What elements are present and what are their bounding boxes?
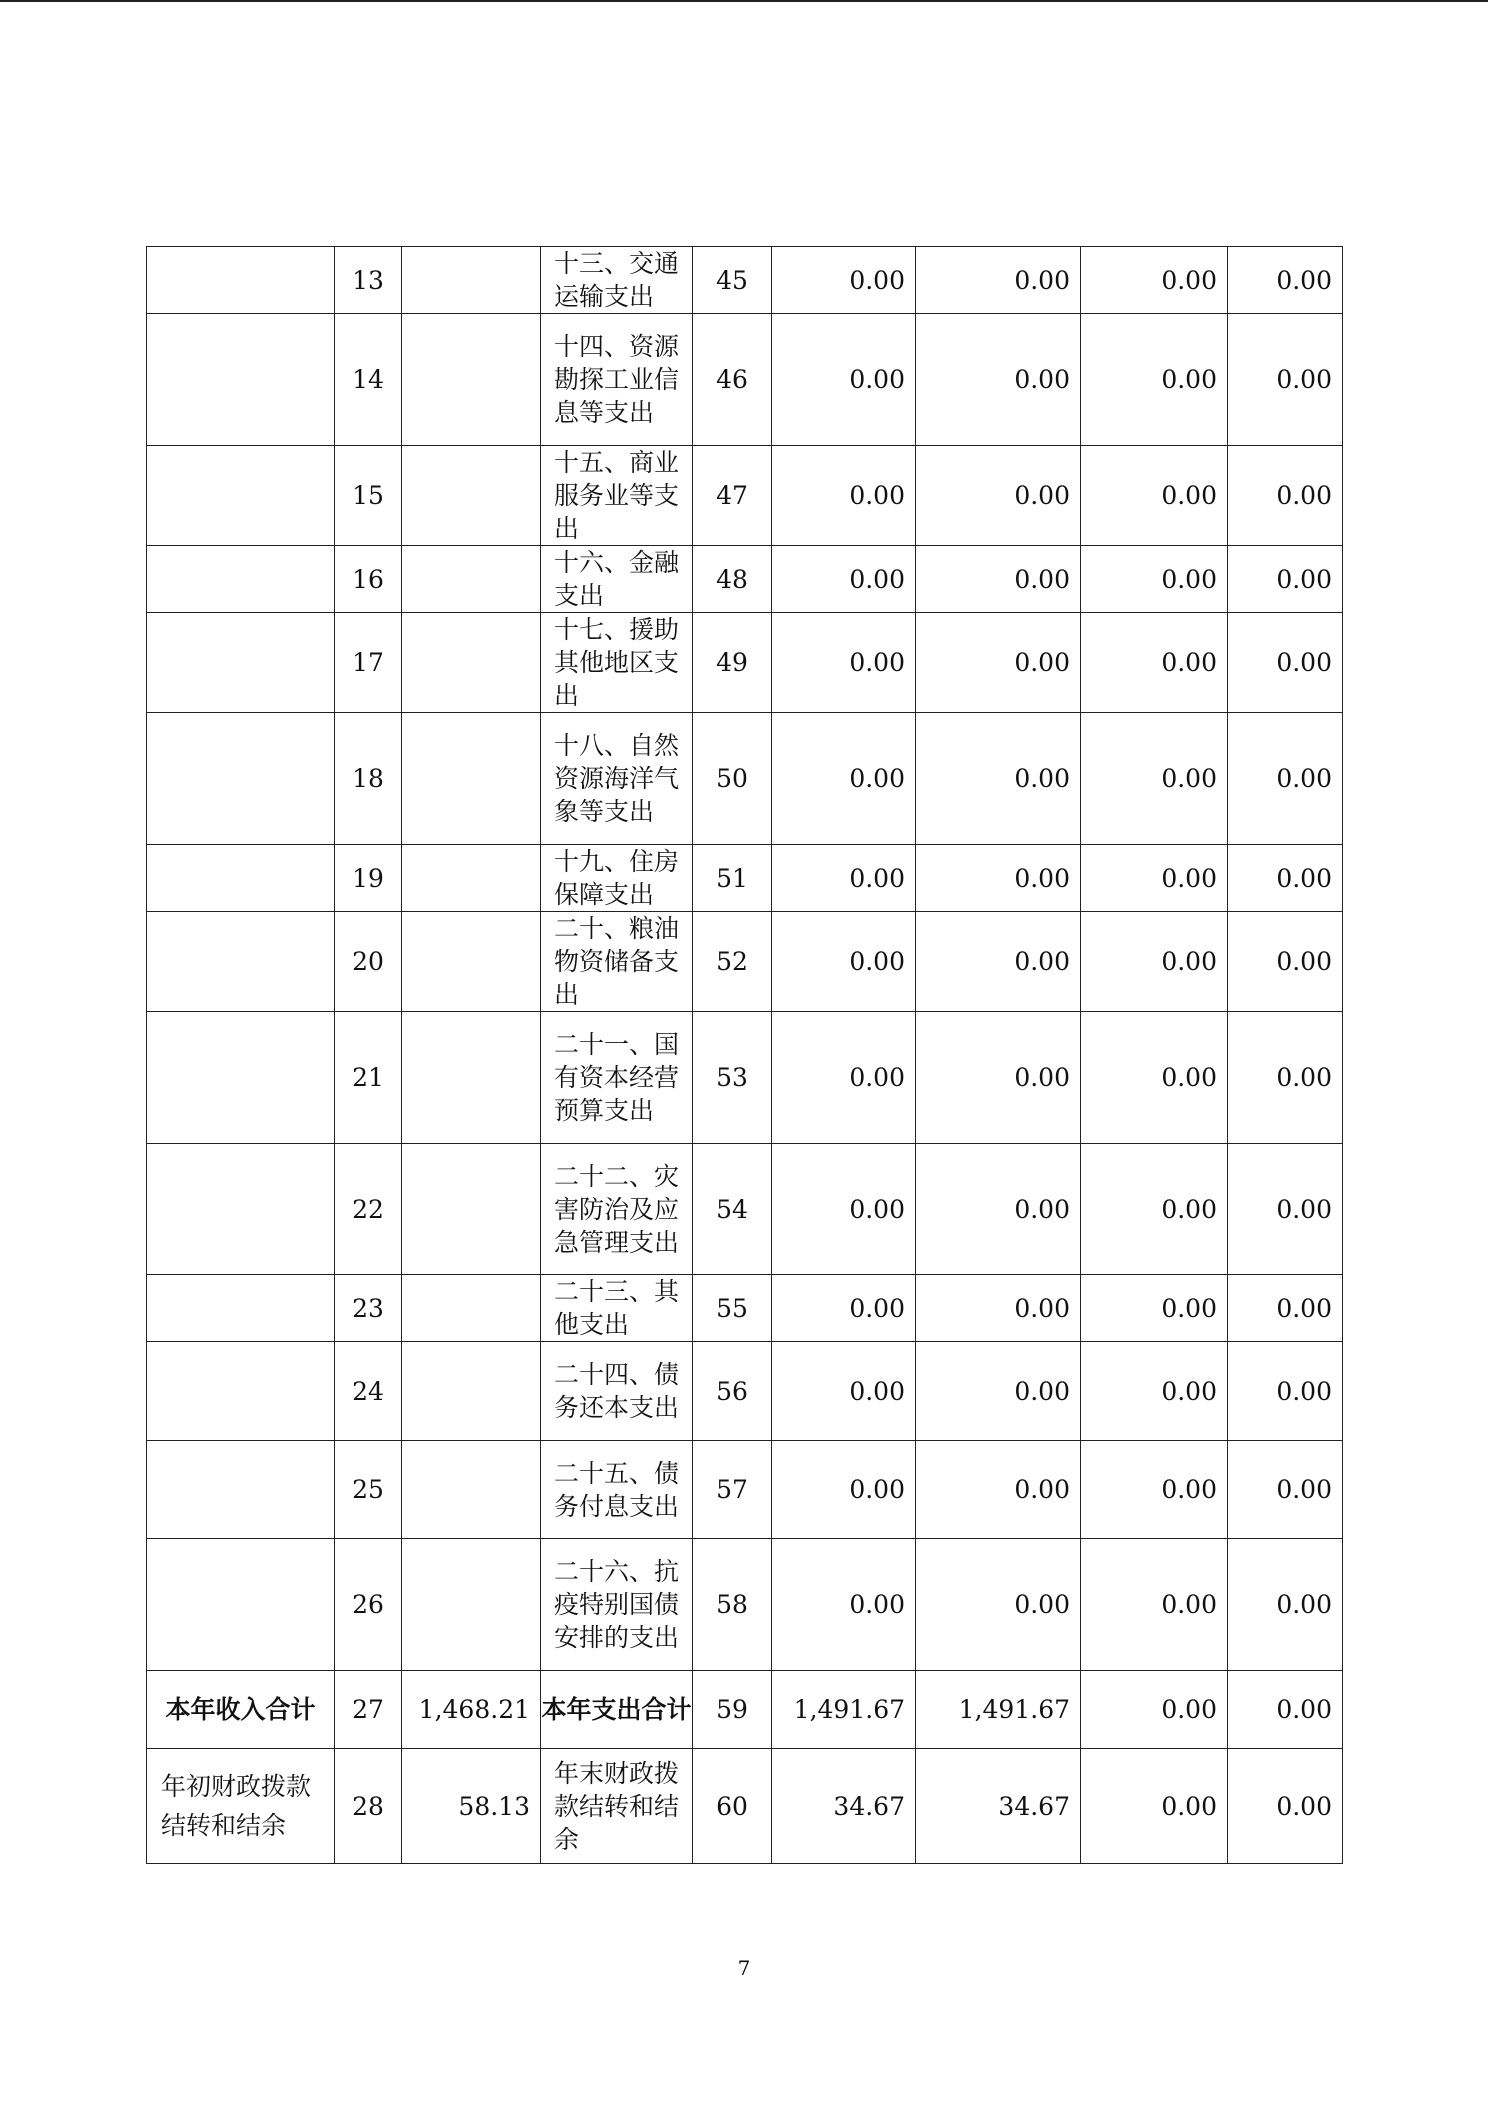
expenditure-general-budget: 1,491.67 (916, 1671, 1081, 1749)
income-amount (402, 713, 541, 845)
income-item-name (147, 1539, 335, 1671)
income-amount (402, 314, 541, 446)
expenditure-government-fund: 0.00 (1081, 546, 1228, 613)
table-row (147, 546, 1343, 613)
expenditure-general-budget: 0.00 (916, 845, 1081, 912)
expenditure-general-budget: 0.00 (916, 912, 1081, 1012)
expenditure-line-number: 49 (693, 613, 772, 713)
expenditure-total: 0.00 (772, 1342, 916, 1441)
expenditure-state-capital: 0.00 (1228, 613, 1343, 713)
income-item-name (147, 845, 335, 912)
table-row (147, 1342, 1343, 1441)
budget-table (146, 246, 1343, 1864)
expenditure-item-name: 十三、交通运输支出 (541, 247, 693, 314)
expenditure-item-name: 二十、粮油物资储备支出 (541, 912, 693, 1012)
expenditure-government-fund: 0.00 (1081, 1441, 1228, 1539)
expenditure-state-capital: 0.00 (1228, 1144, 1343, 1275)
expenditure-item-name: 二十一、国有资本经营预算支出 (541, 1012, 693, 1144)
income-line-number: 26 (335, 1539, 402, 1671)
expenditure-state-capital: 0.00 (1228, 314, 1343, 446)
income-item-name (147, 546, 335, 613)
expenditure-government-fund: 0.00 (1081, 1275, 1228, 1342)
expenditure-general-budget: 0.00 (916, 314, 1081, 446)
expenditure-state-capital: 0.00 (1228, 713, 1343, 845)
expenditure-item-name: 十八、自然资源海洋气象等支出 (541, 713, 693, 845)
expenditure-item-name: 十四、资源勘探工业信息等支出 (541, 314, 693, 446)
income-amount (402, 845, 541, 912)
income-amount (402, 613, 541, 713)
expenditure-state-capital: 0.00 (1228, 845, 1343, 912)
income-line-number: 24 (335, 1342, 402, 1441)
expenditure-line-number: 56 (693, 1342, 772, 1441)
income-item-name (147, 713, 335, 845)
expenditure-state-capital: 0.00 (1228, 546, 1343, 613)
expenditure-line-number: 55 (693, 1275, 772, 1342)
expenditure-state-capital: 0.00 (1228, 1342, 1343, 1441)
expenditure-government-fund: 0.00 (1081, 1539, 1228, 1671)
expenditure-total: 0.00 (772, 845, 916, 912)
table-row (147, 1144, 1343, 1275)
expenditure-government-fund: 0.00 (1081, 1342, 1228, 1441)
expenditure-general-budget: 0.00 (916, 546, 1081, 613)
expenditure-item-name: 十九、住房保障支出 (541, 845, 693, 912)
income-amount (402, 446, 541, 546)
expenditure-state-capital: 0.00 (1228, 1749, 1343, 1864)
income-amount (402, 1012, 541, 1144)
expenditure-total: 1,491.67 (772, 1671, 916, 1749)
expenditure-total: 34.67 (772, 1749, 916, 1864)
expenditure-general-budget: 0.00 (916, 247, 1081, 314)
expenditure-general-budget: 0.00 (916, 1342, 1081, 1441)
expenditure-item-name: 二十二、灾害防治及应急管理支出 (541, 1144, 693, 1275)
income-line-number: 21 (335, 1012, 402, 1144)
expenditure-line-number: 60 (693, 1749, 772, 1864)
income-total-label: 本年收入合计 (147, 1671, 335, 1749)
table-row (147, 247, 1343, 314)
expenditure-item-name: 十七、援助其他地区支出 (541, 613, 693, 713)
expenditure-item-name: 二十四、债务还本支出 (541, 1342, 693, 1441)
expenditure-total: 0.00 (772, 1539, 916, 1671)
income-line-number: 23 (335, 1275, 402, 1342)
table-row (147, 1441, 1343, 1539)
expenditure-general-budget: 34.67 (916, 1749, 1081, 1864)
income-line-number: 25 (335, 1441, 402, 1539)
expenditure-line-number: 50 (693, 713, 772, 845)
expenditure-government-fund: 0.00 (1081, 613, 1228, 713)
expenditure-state-capital: 0.00 (1228, 1012, 1343, 1144)
expenditure-line-number: 46 (693, 314, 772, 446)
income-line-number: 20 (335, 912, 402, 1012)
income-line-number: 18 (335, 713, 402, 845)
table-row (147, 1012, 1343, 1144)
income-item-name (147, 613, 335, 713)
income-item-name (147, 446, 335, 546)
expenditure-government-fund: 0.00 (1081, 314, 1228, 446)
expenditure-item-name: 二十六、抗疫特别国债安排的支出 (541, 1539, 693, 1671)
income-item-name (147, 314, 335, 446)
income-item-name (147, 1342, 335, 1441)
income-amount (402, 1144, 541, 1275)
expenditure-government-fund: 0.00 (1081, 1012, 1228, 1144)
income-line-number: 27 (335, 1671, 402, 1749)
expenditure-line-number: 54 (693, 1144, 772, 1275)
income-amount (402, 247, 541, 314)
expenditure-item-name: 二十五、债务付息支出 (541, 1441, 693, 1539)
table-row (147, 613, 1343, 713)
expenditure-government-fund: 0.00 (1081, 912, 1228, 1012)
expenditure-item-name: 十五、商业服务业等支出 (541, 446, 693, 546)
income-amount (402, 1441, 541, 1539)
expenditure-general-budget: 0.00 (916, 613, 1081, 713)
expenditure-state-capital: 0.00 (1228, 1539, 1343, 1671)
expenditure-total: 0.00 (772, 1441, 916, 1539)
expenditure-state-capital: 0.00 (1228, 1441, 1343, 1539)
table-row (147, 1671, 1343, 1749)
income-amount (402, 1342, 541, 1441)
expenditure-government-fund: 0.00 (1081, 1749, 1228, 1864)
expenditure-item-name: 二十三、其他支出 (541, 1275, 693, 1342)
expenditure-line-number: 51 (693, 845, 772, 912)
income-amount (402, 546, 541, 613)
expenditure-government-fund: 0.00 (1081, 845, 1228, 912)
income-item-name (147, 1441, 335, 1539)
expenditure-total: 0.00 (772, 613, 916, 713)
expenditure-line-number: 48 (693, 546, 772, 613)
expenditure-line-number: 59 (693, 1671, 772, 1749)
expenditure-total: 0.00 (772, 1275, 916, 1342)
table-row (147, 912, 1343, 1012)
expenditure-line-number: 58 (693, 1539, 772, 1671)
expenditure-general-budget: 0.00 (916, 1144, 1081, 1275)
income-line-number: 16 (335, 546, 402, 613)
expenditure-general-budget: 0.00 (916, 1275, 1081, 1342)
expenditure-total: 0.00 (772, 912, 916, 1012)
income-line-number: 28 (335, 1749, 402, 1864)
expenditure-state-capital: 0.00 (1228, 446, 1343, 546)
expenditure-line-number: 52 (693, 912, 772, 1012)
income-item-name: 年初财政拨款结转和结余 (147, 1749, 335, 1864)
income-line-number: 19 (335, 845, 402, 912)
expenditure-government-fund: 0.00 (1081, 1671, 1228, 1749)
expenditure-state-capital: 0.00 (1228, 912, 1343, 1012)
expenditure-line-number: 47 (693, 446, 772, 546)
income-item-name (147, 912, 335, 1012)
income-item-name (147, 1012, 335, 1144)
expenditure-general-budget: 0.00 (916, 1012, 1081, 1144)
expenditure-item-name: 年末财政拨款结转和结余 (541, 1749, 693, 1864)
income-amount: 58.13 (402, 1749, 541, 1864)
income-line-number: 15 (335, 446, 402, 546)
table-row (147, 446, 1343, 546)
expenditure-line-number: 53 (693, 1012, 772, 1144)
expenditure-item-name: 十六、金融支出 (541, 546, 693, 613)
page-number: 7 (737, 1956, 751, 1980)
top-border-line (0, 0, 1488, 2)
expenditure-total-label: 本年支出合计 (541, 1671, 693, 1749)
expenditure-government-fund: 0.00 (1081, 1144, 1228, 1275)
expenditure-general-budget: 0.00 (916, 713, 1081, 845)
table-row (147, 713, 1343, 845)
expenditure-total: 0.00 (772, 546, 916, 613)
expenditure-state-capital: 0.00 (1228, 1671, 1343, 1749)
income-amount: 1,468.21 (402, 1671, 541, 1749)
expenditure-state-capital: 0.00 (1228, 247, 1343, 314)
income-line-number: 22 (335, 1144, 402, 1275)
income-line-number: 13 (335, 247, 402, 314)
table-row (147, 845, 1343, 912)
expenditure-total: 0.00 (772, 713, 916, 845)
income-item-name (147, 247, 335, 314)
expenditure-line-number: 57 (693, 1441, 772, 1539)
income-amount (402, 1275, 541, 1342)
expenditure-general-budget: 0.00 (916, 1539, 1081, 1671)
table-row (147, 1275, 1343, 1342)
expenditure-general-budget: 0.00 (916, 446, 1081, 546)
expenditure-line-number: 45 (693, 247, 772, 314)
expenditure-government-fund: 0.00 (1081, 247, 1228, 314)
expenditure-total: 0.00 (772, 446, 916, 546)
expenditure-general-budget: 0.00 (916, 1441, 1081, 1539)
expenditure-total: 0.00 (772, 1144, 916, 1275)
expenditure-total: 0.00 (772, 247, 916, 314)
expenditure-government-fund: 0.00 (1081, 713, 1228, 845)
income-amount (402, 912, 541, 1012)
table-row (147, 1539, 1343, 1671)
table-row (147, 314, 1343, 446)
income-line-number: 17 (335, 613, 402, 713)
income-line-number: 14 (335, 314, 402, 446)
expenditure-state-capital: 0.00 (1228, 1275, 1343, 1342)
expenditure-total: 0.00 (772, 314, 916, 446)
income-amount (402, 1539, 541, 1671)
income-item-name (147, 1275, 335, 1342)
expenditure-total: 0.00 (772, 1012, 916, 1144)
expenditure-government-fund: 0.00 (1081, 446, 1228, 546)
table-row (147, 1749, 1343, 1864)
income-item-name (147, 1144, 335, 1275)
